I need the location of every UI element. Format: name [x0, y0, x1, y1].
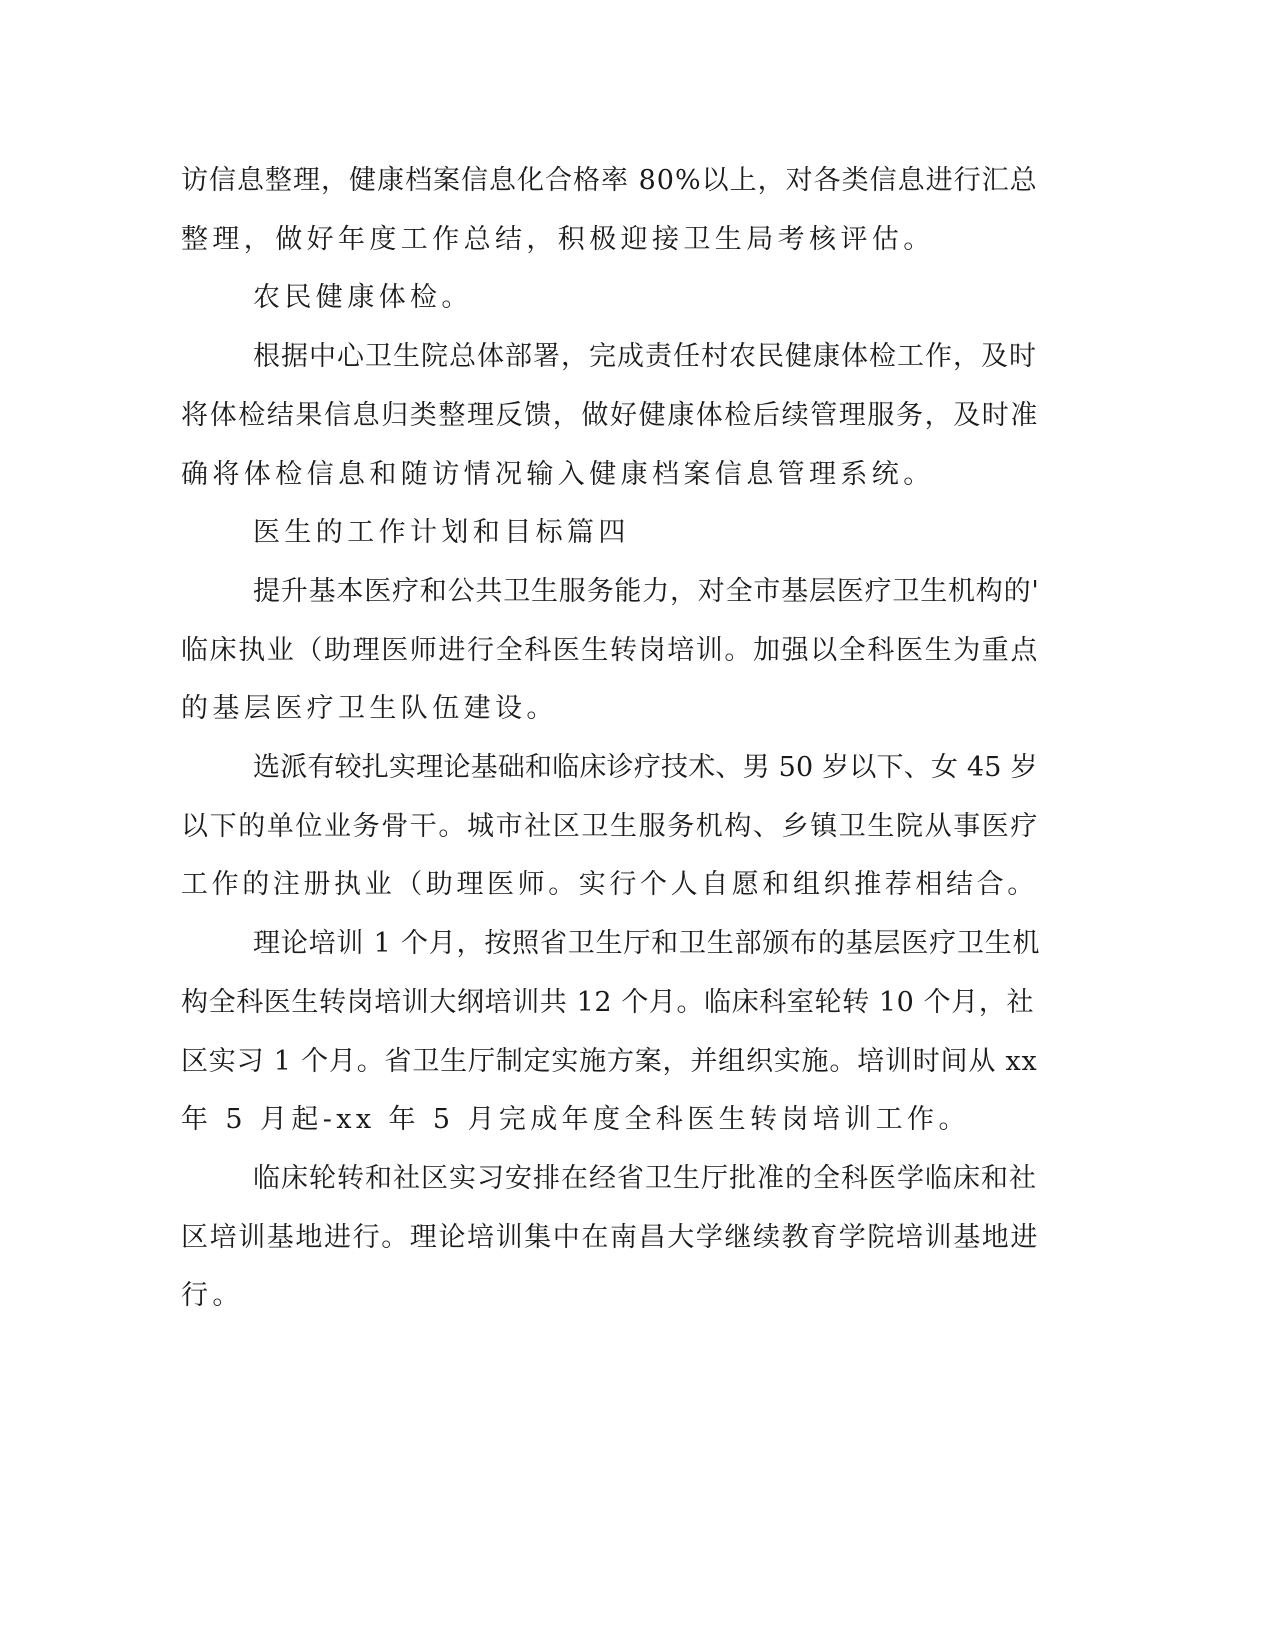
text-line: 行。: [181, 1280, 244, 1311]
text-line: 理论培训 1 个月，按照省卫生厅和卫生部颁布的基层医疗卫生机: [253, 928, 1041, 959]
text-line: 根据中心卫生院总体部署，完成责任村农民健康体检工作，及时: [253, 341, 1037, 372]
text-line: 以下的单位业务骨干。城市社区卫生服务机构、乡镇卫生院从事医疗: [181, 811, 1039, 842]
text-line: 临床轮转和社区实习安排在经省卫生厅批准的全科医学临床和社: [253, 1163, 1037, 1194]
text-line: 将体检结果信息归类整理反馈，做好健康体检后续管理服务，及时准: [181, 400, 1039, 431]
text-line: 构全科医生转岗培训大纲培训共 12 个月。临床科室轮转 10 个月，社: [181, 987, 1035, 1018]
text-line: 访信息整理，健康档案信息化合格率 80%以上，对各类信息进行汇总: [181, 165, 1038, 196]
text-line: 选派有较扎实理论基础和临床诊疗技术、男 50 岁以下、女 45 岁: [253, 752, 1038, 783]
text-line: 区实习 1 个月。省卫生厅制定实施方案，并组织实施。培训时间从 xx: [181, 1046, 1038, 1077]
text-line: 工作的注册执业（助理医师。实行个人自愿和组织推荐相结合。: [181, 869, 1038, 900]
text-line: 确将体检信息和随访情况输入健康档案信息管理系统。: [181, 459, 935, 490]
text-line: 年 5 月起-xx 年 5 月完成年度全科医生转岗培训工作。: [181, 1104, 970, 1135]
text-line: 农民健康体检。: [253, 282, 473, 313]
text-line: 提升基本医疗和公共卫生服务能力，对全市基层医疗卫生机构的': [253, 576, 1040, 607]
section-heading: 医生的工作计划和目标篇四: [253, 517, 630, 548]
text-line: 整理，做好年度工作总结，积极迎接卫生局考核评估。: [181, 224, 935, 255]
text-line: 区培训基地进行。理论培训集中在南昌大学继续教育学院培训基地进: [181, 1222, 1039, 1253]
text-line: 的基层医疗卫生队伍建设。: [181, 693, 558, 724]
text-line: 临床执业（助理医师进行全科医生转岗培训。加强以全科医生为重点: [181, 635, 1039, 666]
